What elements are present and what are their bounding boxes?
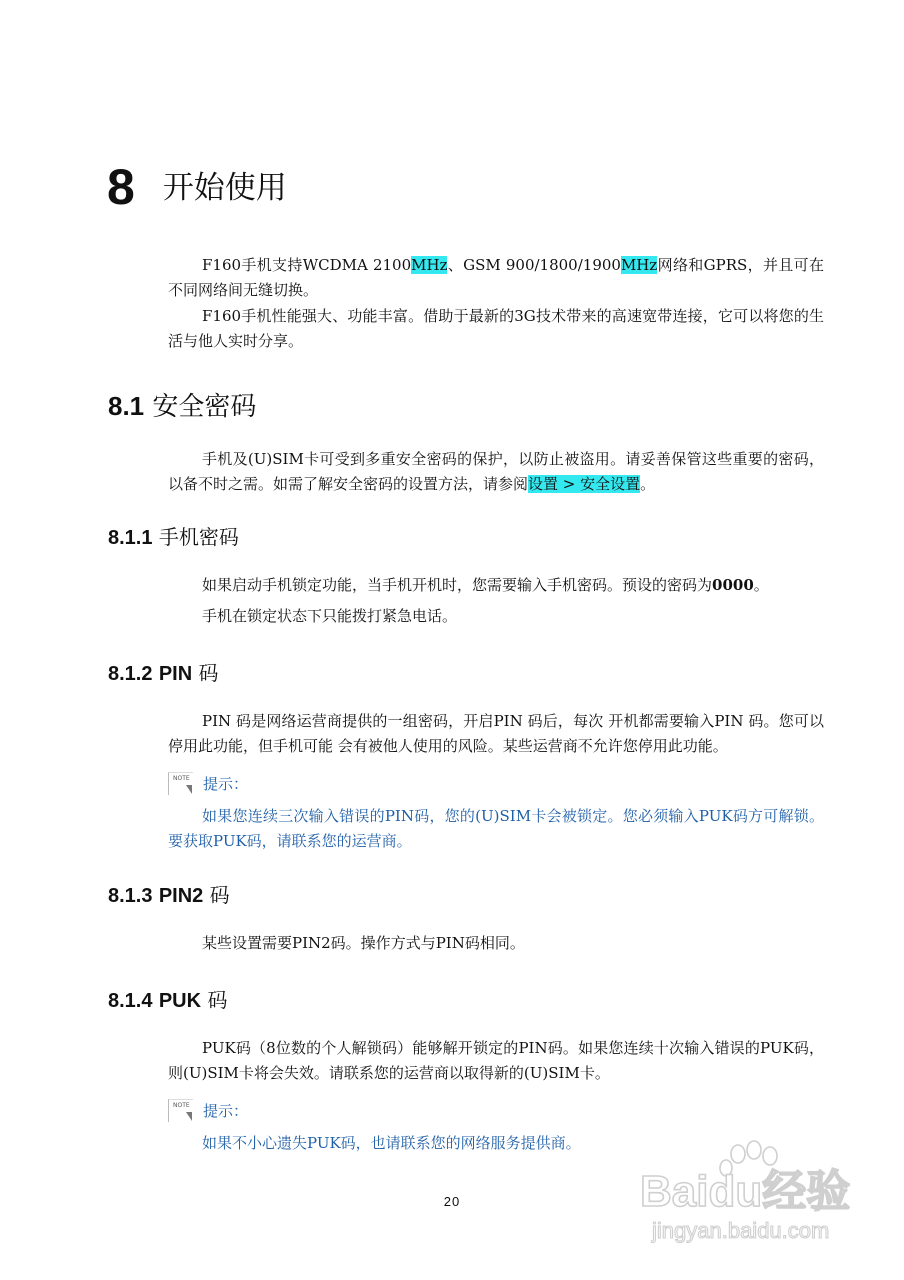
section-number: 8.1.3 — [108, 885, 153, 907]
para-text: 手机及(U)SIM卡可受到多重安全密码的保护，以防止被盗用。请妥善保管这些重要的密码，以备不时之需。如需了解安全密码的设置方法，请参阅 — [168, 450, 824, 493]
section-8-1-1-paragraph-2: 手机在锁定状态下只能拨打紧急电话。 — [202, 607, 458, 625]
note-icon — [168, 1099, 193, 1122]
default-password: 0000 — [712, 576, 754, 594]
highlight-mhz-1: MHz — [411, 256, 448, 274]
intro-text: 网络和GPRS，并且可在不同网络间无缝切换。 — [168, 256, 824, 299]
pencil-icon — [186, 785, 192, 794]
section-title: 码 — [207, 988, 228, 1012]
section-title: 手机密码 — [158, 525, 239, 549]
page-number: 20 — [443, 1194, 461, 1209]
section-8-1-4-paragraph: PUK码（8位数的个人解锁码）能够解开锁定的PIN码。如果您连续十次输入错误的PUK码，则(U)SIM卡将会失效。请联系您的运营商以取得新的(U)SIM卡。 — [168, 1039, 824, 1082]
note-text: 如果您连续三次输入错误的PIN码，您的(U)SIM卡会被锁定。您必须输入PUK码方可解锁。要获取PUK码，请联系您的运营商。 — [168, 807, 824, 850]
settings-path-link[interactable]: 设置 > 安全设置 — [528, 475, 641, 493]
chapter-number: 8 — [107, 159, 135, 215]
para-text: 。 — [753, 576, 769, 594]
note-label: 提示： — [203, 1102, 249, 1120]
section-heading-8-1-2 — [108, 657, 219, 686]
section-code: PIN2 — [158, 885, 204, 907]
highlight-mhz-2: MHz — [620, 256, 658, 274]
baidu-watermark — [640, 1140, 870, 1250]
section-8-1-1-paragraph-1 — [168, 573, 824, 598]
note-icon-label: NOTE — [173, 1102, 190, 1109]
note-icon — [168, 772, 193, 795]
section-heading-8-1 — [108, 386, 256, 423]
chapter-title: 开始使用 — [162, 170, 287, 206]
intro-paragraph-1 — [168, 253, 824, 303]
section-number: 8.1 — [108, 391, 145, 421]
chapter-heading — [107, 158, 287, 216]
section-heading-8-1-3 — [108, 879, 230, 908]
section-number: 8.1.4 — [108, 990, 153, 1012]
section-heading-8-1-1 — [108, 521, 239, 550]
note-text: 如果不小心遗失PUK码，也请联系您的网络服务提供商。 — [202, 1134, 581, 1152]
para-text: 如果启动手机锁定功能，当手机开机时，您需要输入手机密码。预设的密码为 — [202, 576, 713, 594]
para-text: 。 — [640, 475, 656, 493]
section-number: 8.1.2 — [108, 663, 153, 685]
intro-text: 、GSM 900/1800/1900 — [447, 256, 621, 274]
section-title: 安全密码 — [152, 392, 257, 422]
section-8-1-3-paragraph: 某些设置需要PIN2码。操作方式与PIN码相同。 — [202, 934, 525, 952]
note-icon-label: NOTE — [173, 775, 190, 782]
section-code: PIN — [158, 663, 193, 685]
note-header — [168, 1099, 248, 1122]
pencil-icon — [186, 1112, 192, 1121]
section-title: 码 — [209, 883, 230, 907]
section-8-1-paragraph — [168, 447, 824, 497]
section-title: 码 — [198, 661, 219, 685]
section-code: PUK — [158, 990, 202, 1012]
intro-text: F160手机支持WCDMA 2100 — [202, 256, 412, 274]
watermark-url: jingyan.baidu.com — [652, 1218, 830, 1243]
note-label: 提示： — [203, 775, 249, 793]
section-heading-8-1-4 — [108, 984, 227, 1013]
section-number: 8.1.1 — [108, 527, 153, 549]
intro-paragraph-2: F160手机性能强大、功能丰富。借助于最新的3G技术带来的高速宽带连接，它可以将您的生活与他人实时分享。 — [168, 307, 824, 350]
section-8-1-2-paragraph: PIN 码是网络运营商提供的一组密码，开启PIN 码后，每次 开机都需要输入PIN 码。您可以停用此功能，但手机可能 会有被他人使用的风险。某些运营商不允许您停用此功能。 — [168, 712, 824, 755]
note-header — [168, 772, 248, 795]
watermark-brand: Baidu经验 — [640, 1167, 851, 1216]
